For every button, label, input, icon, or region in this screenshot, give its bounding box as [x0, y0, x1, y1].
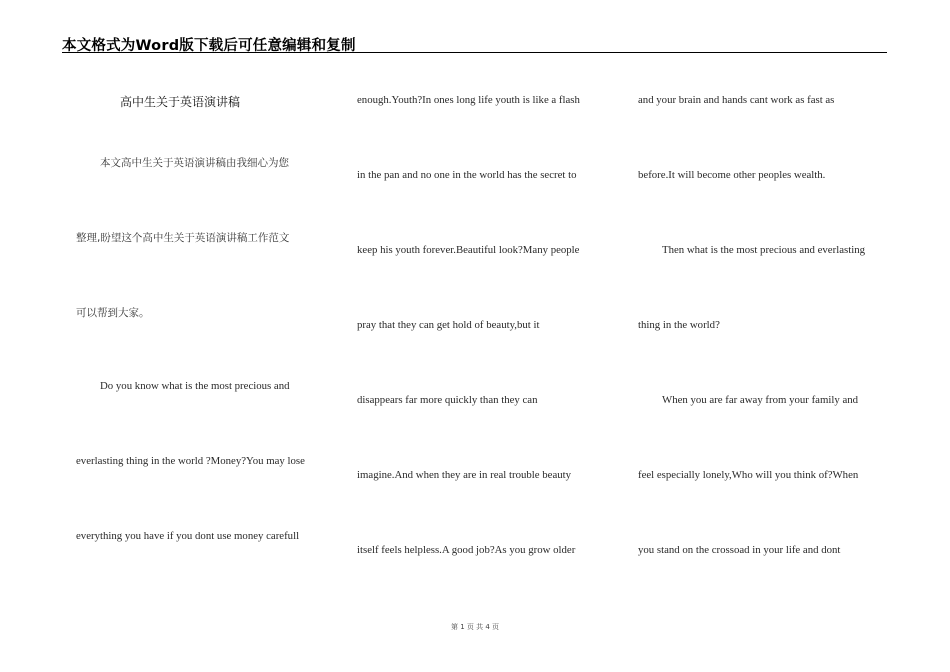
paragraph-line: and your brain and hands cant work as fast as — [638, 94, 835, 106]
paragraph-line: in the pan and no one in the world has the secret to — [357, 169, 577, 181]
paragraph-line: disappears far more quickly than they can — [357, 394, 538, 406]
page-number: 第 1 页 共 4 页 — [450, 623, 500, 631]
paragraph-line: 本文高中生关于英语演讲稿由我细心为您 — [100, 157, 289, 169]
paragraph-line: When you are far away from your family and — [662, 394, 859, 406]
paragraph-line: thing in the world? — [638, 319, 720, 331]
document-header-title: 本文格式为Word版下载后可任意编辑和复制 — [62, 38, 356, 54]
paragraph-line: feel especially lonely,Who will you think of?When — [638, 469, 859, 481]
document-title: 高中生关于英语演讲稿 — [120, 95, 241, 109]
paragraph-line: Then what is the most precious and everlasting — [662, 244, 865, 256]
paragraph-line: enough.Youth?In ones long life youth is like a flash — [357, 94, 580, 106]
paragraph-line: pray that they can get hold of beauty,but it — [357, 319, 540, 331]
paragraph-line: keep his youth forever.Beautiful look?Many people — [357, 244, 580, 256]
paragraph-line: 可以帮到大家。 — [76, 307, 150, 319]
paragraph-line: Do you know what is the most precious and — [100, 380, 290, 392]
paragraph-line: imagine.And when they are in real trouble beauty — [357, 469, 572, 481]
paragraph-line: before.It will become other peoples wealth. — [638, 169, 826, 181]
paragraph-line: itself feels helpless.A good job?As you grow older — [357, 544, 576, 556]
paragraph-line: everlasting thing in the world ?Money?You may lose — [76, 455, 305, 467]
paragraph-line: 整理,盼望这个高中生关于英语演讲稿工作范文 — [76, 232, 290, 244]
paragraph-line: you stand on the crossoad in your life and dont — [638, 544, 841, 556]
header-divider — [62, 52, 887, 53]
paragraph-line: everything you have if you dont use money carefull — [76, 530, 300, 542]
